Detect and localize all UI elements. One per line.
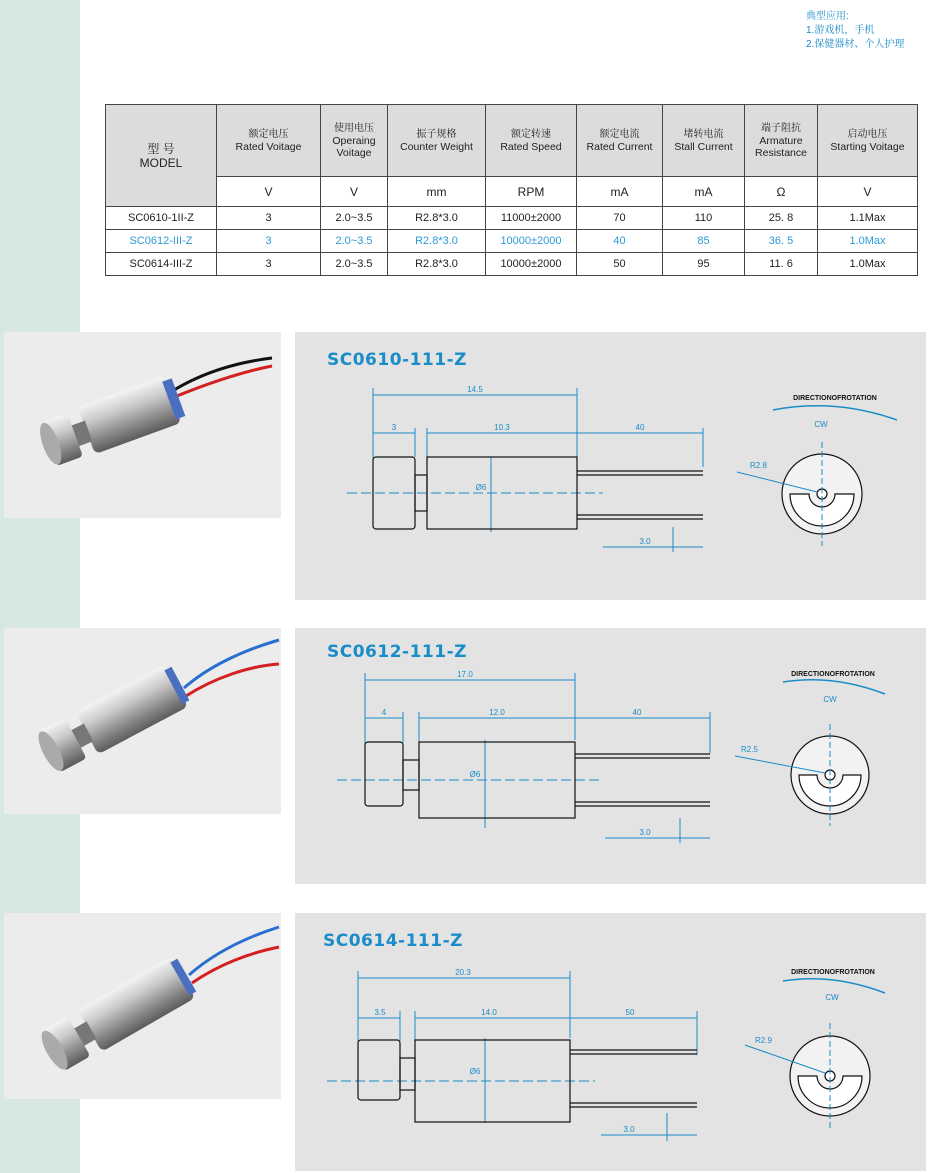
wire-black — [174, 358, 272, 390]
dim-body: 10.3 — [494, 423, 510, 432]
drawing-panel-3 — [295, 913, 926, 1171]
dim-tip: 3.0 — [639, 537, 651, 546]
col-header-operating-voltage: 使用电压 Operaing Voitage — [321, 105, 388, 177]
model-header: 型 号 MODEL — [106, 105, 217, 207]
table-cell: 36. 5 — [745, 230, 818, 253]
dim-head: 3 — [391, 423, 397, 432]
table-cell: 2.0~3.5 — [321, 230, 388, 253]
table-cell: 1.0Max — [818, 230, 918, 253]
table-cell: 11000±2000 — [486, 207, 577, 230]
table-cell: 25. 8 — [745, 207, 818, 230]
table-cell: R2.8*3.0 — [388, 207, 486, 230]
table-cell: 70 — [577, 207, 663, 230]
table-cell: 10000±2000 — [486, 253, 577, 276]
spec-table — [105, 104, 918, 276]
table-cell: 85 — [663, 230, 745, 253]
unit-cell: V — [818, 177, 918, 207]
unit-cell: mA — [577, 177, 663, 207]
drawing-title: SC0610-111-Z — [327, 350, 467, 370]
model-cell: SC0612-III-Z — [106, 230, 217, 253]
dim-lead: 40 — [632, 708, 642, 717]
dim-lead: 40 — [635, 423, 645, 432]
unit-cell: V — [321, 177, 388, 207]
motor-photo-2 — [4, 628, 281, 814]
applications-heading: 典型应用: — [806, 11, 849, 22]
unit-cell: Ω — [745, 177, 818, 207]
cw-label: CW — [825, 993, 839, 1002]
motor-photo-1 — [4, 332, 281, 518]
dim-lead: 50 — [625, 1008, 635, 1017]
rotation-label: DIRECTIONOFROTATION — [793, 395, 877, 402]
table-cell: 1.0Max — [818, 253, 918, 276]
col-header-counter-weight: 振子规格 Counter Weight — [388, 105, 486, 177]
dim-radius: R2.5 — [741, 745, 758, 754]
col-header-armature-resistance: 端子阻抗 Armature Resistance — [745, 105, 818, 177]
table-row — [106, 253, 918, 276]
dim-head: 4 — [381, 708, 387, 717]
dim-diameter: Ø6 — [469, 1067, 481, 1076]
dim-tip: 3.0 — [623, 1125, 635, 1134]
col-header-rated-current: 额定电流 Rated Current — [577, 105, 663, 177]
rotation-label: DIRECTIONOFROTATION — [791, 969, 875, 976]
dim-body: 12.0 — [489, 708, 505, 717]
applications-item-1: 1.游戏机，手机 — [806, 25, 875, 36]
col-header-rated-voltage: 额定电压 Rated Voitage — [217, 105, 321, 177]
table-cell: 95 — [663, 253, 745, 276]
rotation-label: DIRECTIONOFROTATION — [791, 671, 875, 678]
dim-tip: 3.0 — [639, 828, 651, 837]
cw-label: CW — [823, 695, 837, 704]
unit-cell: RPM — [486, 177, 577, 207]
drawing-panel-1 — [295, 332, 926, 600]
dim-radius: R2.8 — [750, 461, 767, 470]
col-header-starting-voltage: 启动电压 Starting Voitage — [818, 105, 918, 177]
drawing-panel-2 — [295, 628, 926, 884]
dim-diameter: Ø6 — [469, 770, 481, 779]
table-cell: R2.8*3.0 — [388, 253, 486, 276]
table-row — [106, 207, 918, 230]
table-cell: 110 — [663, 207, 745, 230]
table-cell: 50 — [577, 253, 663, 276]
table-cell: 2.0~3.5 — [321, 207, 388, 230]
wire-blue — [184, 640, 279, 688]
table-row — [106, 230, 918, 253]
table-cell: 10000±2000 — [486, 230, 577, 253]
cw-label: CW — [814, 420, 828, 429]
table-cell: 40 — [577, 230, 663, 253]
model-cell: SC0614-III-Z — [106, 253, 217, 276]
dim-head: 3.5 — [374, 1008, 386, 1017]
col-header-rated-speed: 额定转速 Rated Speed — [486, 105, 577, 177]
table-cell: 2.0~3.5 — [321, 253, 388, 276]
unit-cell: V — [217, 177, 321, 207]
drawing-title: SC0612-111-Z — [327, 642, 467, 662]
dim-diameter: Ø6 — [475, 483, 487, 492]
wire-red — [192, 947, 279, 983]
col-header-stall-current: 堵转电流 Stall Current — [663, 105, 745, 177]
dim-total: 17.0 — [457, 670, 473, 679]
drawing-title: SC0614-111-Z — [323, 931, 463, 951]
applications-note — [806, 10, 930, 52]
dim-body: 14.0 — [481, 1008, 497, 1017]
applications-item-2: 2.保健器材、个人护理 — [806, 39, 905, 50]
motor-photo-3 — [4, 913, 281, 1099]
table-cell: 3 — [217, 253, 321, 276]
dim-total: 20.3 — [455, 968, 471, 977]
table-cell: 1.1Max — [818, 207, 918, 230]
dim-total: 14.5 — [467, 385, 483, 394]
table-cell: R2.8*3.0 — [388, 230, 486, 253]
table-cell: 3 — [217, 207, 321, 230]
wire-red — [186, 664, 279, 696]
table-cell: 11. 6 — [745, 253, 818, 276]
model-cell: SC0610-1II-Z — [106, 207, 217, 230]
unit-cell: mm — [388, 177, 486, 207]
dim-radius: R2.9 — [755, 1036, 772, 1045]
unit-cell: mA — [663, 177, 745, 207]
table-cell: 3 — [217, 230, 321, 253]
